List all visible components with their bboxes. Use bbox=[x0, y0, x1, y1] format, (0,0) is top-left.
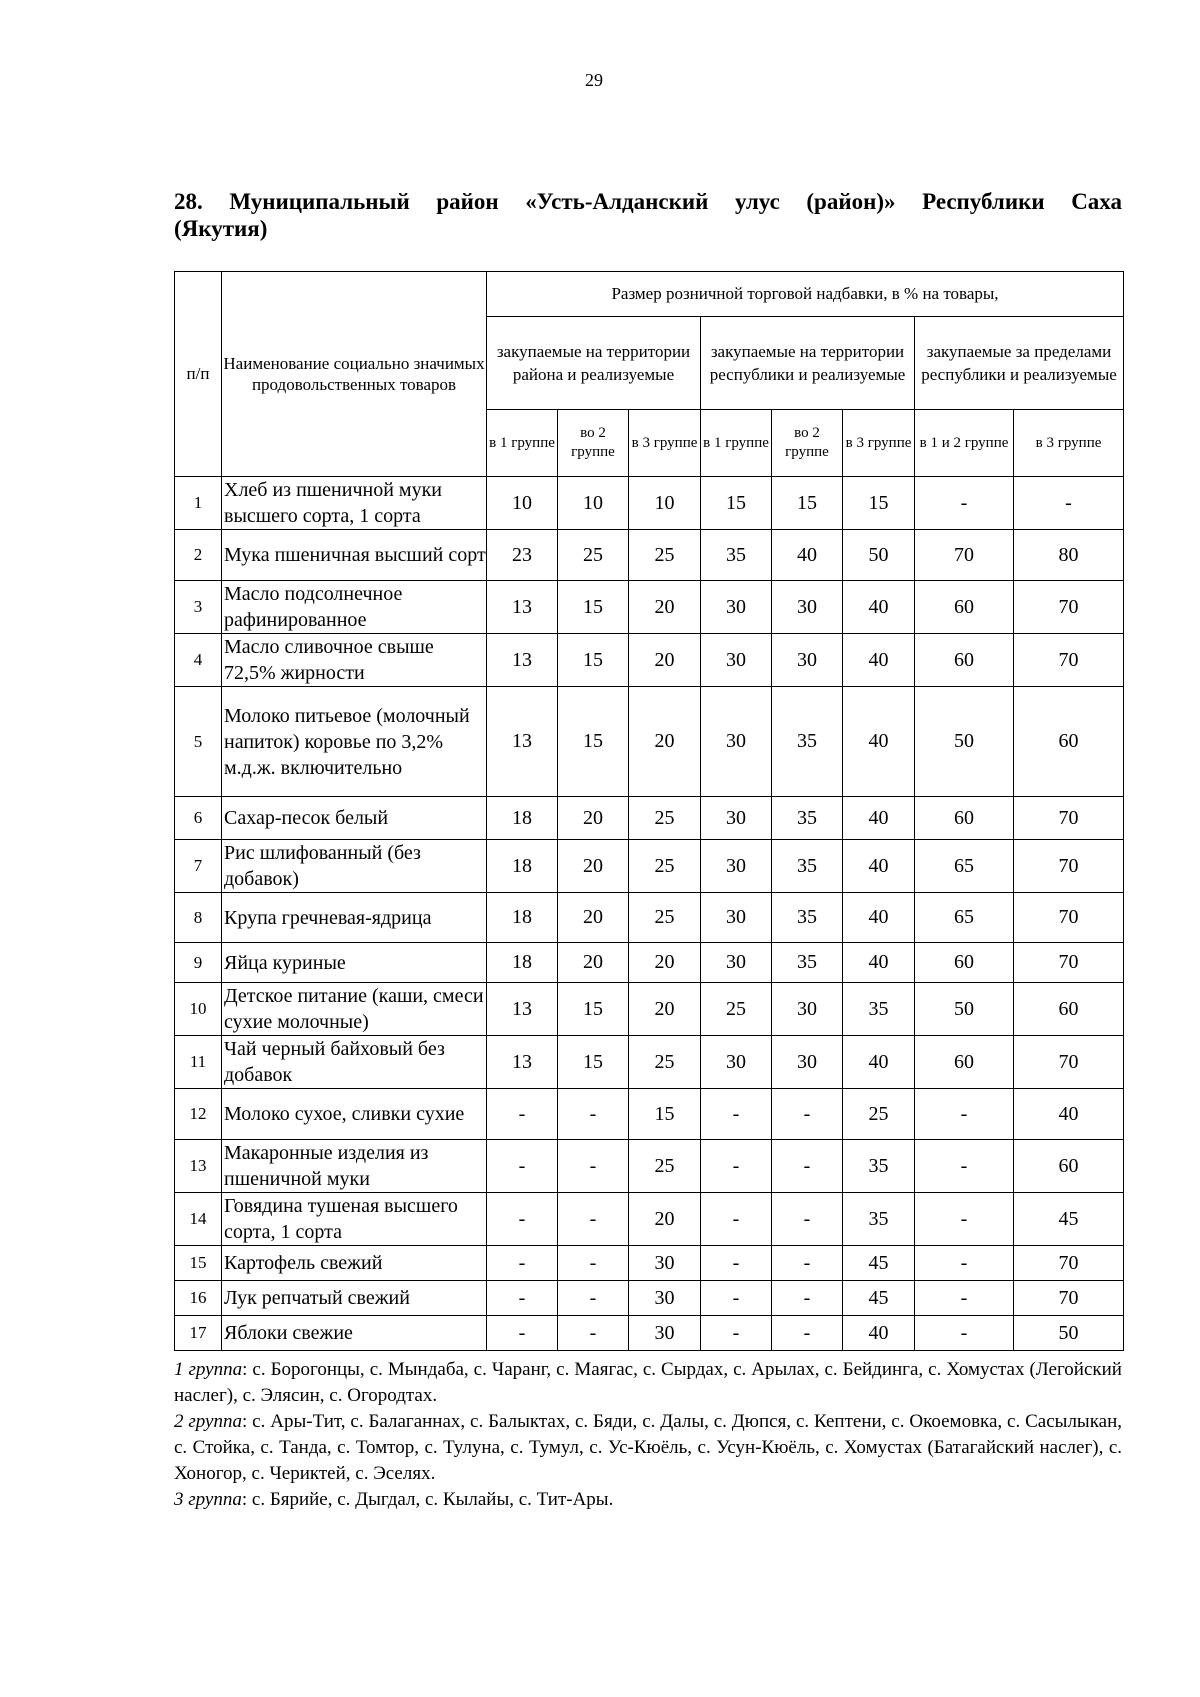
markup-value-cell: 40 bbox=[1014, 1089, 1124, 1140]
markup-value-cell: 15 bbox=[558, 634, 629, 687]
product-name-cell: Молоко сухое, сливки сухие bbox=[222, 1089, 487, 1140]
markup-value-cell: 40 bbox=[843, 1316, 915, 1351]
markup-value-cell: 40 bbox=[843, 634, 915, 687]
markup-value-cell: 15 bbox=[843, 477, 915, 530]
markup-value-cell: - bbox=[915, 1140, 1014, 1193]
markup-value-cell: 70 bbox=[1014, 840, 1124, 893]
table-row bbox=[175, 840, 1124, 893]
group-note-label: 3 группа bbox=[174, 1489, 242, 1510]
markup-value-cell: 70 bbox=[1014, 797, 1124, 840]
markup-value-cell: - bbox=[915, 477, 1014, 530]
product-name-cell: Яйца куриные bbox=[222, 943, 487, 983]
table-header bbox=[175, 272, 1124, 477]
row-number-cell: 5 bbox=[175, 687, 222, 797]
group-note bbox=[174, 1357, 1122, 1409]
markup-value-cell: 15 bbox=[772, 477, 843, 530]
markup-value-cell: 30 bbox=[629, 1281, 701, 1316]
markup-value-cell: - bbox=[701, 1193, 772, 1246]
table-row bbox=[175, 797, 1124, 840]
subheader-cell: в 3 группе bbox=[629, 410, 701, 477]
header-row-number: п/п bbox=[175, 272, 222, 477]
markup-value-cell: - bbox=[772, 1089, 843, 1140]
markup-value-cell: 70 bbox=[1014, 1036, 1124, 1089]
markup-value-cell: 40 bbox=[843, 1036, 915, 1089]
subheader-cell: в 3 группе bbox=[1014, 410, 1124, 477]
markup-value-cell: 45 bbox=[1014, 1193, 1124, 1246]
markup-value-cell: - bbox=[915, 1246, 1014, 1281]
table-row bbox=[175, 1140, 1124, 1193]
markup-value-cell: 35 bbox=[772, 840, 843, 893]
markup-value-cell: - bbox=[558, 1089, 629, 1140]
markup-value-cell: 25 bbox=[629, 840, 701, 893]
markup-value-cell: 45 bbox=[843, 1246, 915, 1281]
markup-value-cell: - bbox=[772, 1193, 843, 1246]
row-number-cell: 11 bbox=[175, 1036, 222, 1089]
markup-value-cell: 30 bbox=[701, 943, 772, 983]
markup-value-cell: - bbox=[487, 1089, 558, 1140]
markup-value-cell: - bbox=[772, 1281, 843, 1316]
table-row bbox=[175, 530, 1124, 581]
group-note bbox=[174, 1409, 1122, 1487]
markup-value-cell: 60 bbox=[915, 1036, 1014, 1089]
markup-value-cell: 25 bbox=[629, 1140, 701, 1193]
markup-value-cell: 13 bbox=[487, 581, 558, 634]
markup-value-cell: 30 bbox=[701, 687, 772, 797]
markup-value-cell: 65 bbox=[915, 893, 1014, 943]
product-name-cell: Хлеб из пшеничной муки высшего сорта, 1 сорта bbox=[222, 477, 487, 530]
markup-value-cell: 15 bbox=[558, 687, 629, 797]
markup-value-cell: 15 bbox=[558, 983, 629, 1036]
markup-value-cell: 25 bbox=[843, 1089, 915, 1140]
markup-value-cell: - bbox=[558, 1316, 629, 1351]
markup-value-cell: 30 bbox=[772, 983, 843, 1036]
header-group-district: закупаемые на территории района и реализуемые bbox=[487, 317, 701, 410]
markup-value-cell: 10 bbox=[629, 477, 701, 530]
markup-value-cell: 60 bbox=[915, 581, 1014, 634]
markup-value-cell: 70 bbox=[1014, 893, 1124, 943]
table-row bbox=[175, 893, 1124, 943]
markup-value-cell: 35 bbox=[843, 1140, 915, 1193]
markup-value-cell: 35 bbox=[701, 530, 772, 581]
markup-value-cell: 60 bbox=[915, 943, 1014, 983]
markup-table bbox=[174, 271, 1124, 1351]
markup-value-cell: 40 bbox=[843, 797, 915, 840]
markup-value-cell: 50 bbox=[915, 687, 1014, 797]
markup-value-cell: 40 bbox=[843, 893, 915, 943]
row-number-cell: 7 bbox=[175, 840, 222, 893]
markup-value-cell: 70 bbox=[1014, 634, 1124, 687]
markup-value-cell: 15 bbox=[558, 581, 629, 634]
group-note bbox=[174, 1487, 1122, 1513]
markup-value-cell: - bbox=[915, 1281, 1014, 1316]
subheader-cell: в 3 группе bbox=[843, 410, 915, 477]
group-note-text: : с. Бярийе, с. Дыгдал, с. Кылайы, с. Тит-Ары. bbox=[241, 1489, 614, 1510]
table-row bbox=[175, 1316, 1124, 1351]
row-number-cell: 16 bbox=[175, 1281, 222, 1316]
markup-value-cell: 15 bbox=[629, 1089, 701, 1140]
markup-value-cell: - bbox=[558, 1281, 629, 1316]
markup-value-cell: - bbox=[701, 1281, 772, 1316]
markup-value-cell: 70 bbox=[1014, 1281, 1124, 1316]
markup-value-cell: 30 bbox=[772, 1036, 843, 1089]
markup-value-cell: - bbox=[915, 1316, 1014, 1351]
row-number-cell: 9 bbox=[175, 943, 222, 983]
markup-value-cell: 15 bbox=[558, 1036, 629, 1089]
markup-value-cell: - bbox=[915, 1193, 1014, 1246]
markup-value-cell: 25 bbox=[629, 1036, 701, 1089]
markup-value-cell: 25 bbox=[701, 983, 772, 1036]
markup-value-cell: - bbox=[558, 1193, 629, 1246]
markup-value-cell: - bbox=[701, 1246, 772, 1281]
product-name-cell: Крупа гречневая-ядрица bbox=[222, 893, 487, 943]
markup-value-cell: - bbox=[915, 1089, 1014, 1140]
row-number-cell: 1 bbox=[175, 477, 222, 530]
product-name-cell: Сахар-песок белый bbox=[222, 797, 487, 840]
markup-value-cell: 30 bbox=[629, 1246, 701, 1281]
markup-value-cell: 25 bbox=[629, 893, 701, 943]
markup-value-cell: 40 bbox=[843, 840, 915, 893]
markup-value-cell: 20 bbox=[558, 797, 629, 840]
group-note-text: : с. Борогонцы, с. Мындаба, с. Чаранг, с. Маягас, с. Сырдах, с. Арылах, с. Бейдинга, с. Хомустах (Легойский наслег), с. Элясин, с. Огородтах. bbox=[174, 1359, 1122, 1406]
subheader-cell: во 2 группе bbox=[772, 410, 843, 477]
product-name-cell: Чай черный байховый без добавок bbox=[222, 1036, 487, 1089]
markup-value-cell: 35 bbox=[843, 983, 915, 1036]
header-markup-size: Размер розничной торговой надбавки, в % на товары, bbox=[487, 272, 1124, 317]
markup-value-cell: 25 bbox=[629, 797, 701, 840]
markup-value-cell: 35 bbox=[772, 687, 843, 797]
markup-value-cell: 20 bbox=[629, 687, 701, 797]
markup-value-cell: 40 bbox=[843, 687, 915, 797]
table-row bbox=[175, 1089, 1124, 1140]
subheader-cell: в 1 группе bbox=[487, 410, 558, 477]
markup-value-cell: 25 bbox=[629, 530, 701, 581]
markup-value-cell: 13 bbox=[487, 983, 558, 1036]
markup-value-cell: 20 bbox=[629, 943, 701, 983]
markup-value-cell: - bbox=[772, 1140, 843, 1193]
table-body bbox=[175, 477, 1124, 1351]
subheader-cell: в 1 и 2 группе bbox=[915, 410, 1014, 477]
markup-value-cell: 20 bbox=[629, 581, 701, 634]
header-group-outside: закупаемые за пределами республики и реализуемые bbox=[915, 317, 1124, 410]
row-number-cell: 13 bbox=[175, 1140, 222, 1193]
markup-value-cell: 30 bbox=[701, 634, 772, 687]
row-number-cell: 6 bbox=[175, 797, 222, 840]
markup-value-cell: 25 bbox=[558, 530, 629, 581]
table-row bbox=[175, 983, 1124, 1036]
markup-value-cell: - bbox=[487, 1281, 558, 1316]
row-number-cell: 2 bbox=[175, 530, 222, 581]
markup-value-cell: 30 bbox=[701, 581, 772, 634]
markup-value-cell: 30 bbox=[701, 797, 772, 840]
markup-value-cell: 10 bbox=[558, 477, 629, 530]
markup-value-cell: 50 bbox=[843, 530, 915, 581]
table-row bbox=[175, 1246, 1124, 1281]
row-number-cell: 3 bbox=[175, 581, 222, 634]
markup-value-cell: 18 bbox=[487, 797, 558, 840]
subheader-cell: во 2 группе bbox=[558, 410, 629, 477]
markup-value-cell: 35 bbox=[772, 893, 843, 943]
markup-value-cell: 20 bbox=[558, 840, 629, 893]
markup-value-cell: 18 bbox=[487, 893, 558, 943]
page-number: 29 bbox=[585, 70, 603, 90]
product-name-cell: Картофель свежий bbox=[222, 1246, 487, 1281]
header-group-republic: закупаемые на территории республики и реализуемые bbox=[701, 317, 915, 410]
markup-value-cell: 30 bbox=[629, 1316, 701, 1351]
markup-value-cell: 60 bbox=[1014, 1140, 1124, 1193]
table-row bbox=[175, 1036, 1124, 1089]
markup-value-cell: 23 bbox=[487, 530, 558, 581]
product-name-cell: Рис шлифованный (без добавок) bbox=[222, 840, 487, 893]
table-row bbox=[175, 477, 1124, 530]
markup-value-cell: 13 bbox=[487, 1036, 558, 1089]
markup-value-cell: - bbox=[487, 1316, 558, 1351]
markup-value-cell: 60 bbox=[1014, 687, 1124, 797]
markup-value-cell: 18 bbox=[487, 943, 558, 983]
markup-value-cell: - bbox=[558, 1246, 629, 1281]
markup-value-cell: - bbox=[772, 1246, 843, 1281]
markup-value-cell: 13 bbox=[487, 634, 558, 687]
product-name-cell: Макаронные изделия из пшеничной муки bbox=[222, 1140, 487, 1193]
group-note-label: 2 группа bbox=[174, 1411, 242, 1432]
table-row bbox=[175, 581, 1124, 634]
markup-value-cell: 35 bbox=[772, 797, 843, 840]
product-name-cell: Говядина тушеная высшего сорта, 1 сорта bbox=[222, 1193, 487, 1246]
markup-value-cell: 40 bbox=[843, 943, 915, 983]
product-name-cell: Масло сливочное свыше 72,5% жирности bbox=[222, 634, 487, 687]
product-name-cell: Мука пшеничная высший сорт bbox=[222, 530, 487, 581]
markup-value-cell: - bbox=[487, 1193, 558, 1246]
table-row bbox=[175, 1193, 1124, 1246]
markup-value-cell: 70 bbox=[1014, 581, 1124, 634]
table-row bbox=[175, 634, 1124, 687]
markup-value-cell: 70 bbox=[1014, 1246, 1124, 1281]
markup-value-cell: 20 bbox=[558, 893, 629, 943]
markup-value-cell: 60 bbox=[1014, 983, 1124, 1036]
markup-value-cell: - bbox=[701, 1316, 772, 1351]
markup-value-cell: - bbox=[772, 1316, 843, 1351]
markup-value-cell: 70 bbox=[915, 530, 1014, 581]
header-product-name: Наименование социально значимых продовольственных товаров bbox=[222, 272, 487, 477]
markup-value-cell: 35 bbox=[843, 1193, 915, 1246]
markup-value-cell: 30 bbox=[701, 1036, 772, 1089]
markup-value-cell: - bbox=[701, 1089, 772, 1140]
markup-value-cell: 13 bbox=[487, 687, 558, 797]
markup-value-cell: 20 bbox=[629, 983, 701, 1036]
markup-value-cell: 20 bbox=[558, 943, 629, 983]
markup-value-cell: 10 bbox=[487, 477, 558, 530]
product-name-cell: Масло подсолнечное рафинированное bbox=[222, 581, 487, 634]
row-number-cell: 15 bbox=[175, 1246, 222, 1281]
product-name-cell: Яблоки свежие bbox=[222, 1316, 487, 1351]
markup-value-cell: - bbox=[701, 1140, 772, 1193]
table-row bbox=[175, 1281, 1124, 1316]
group-note-text: : с. Ары-Тит, с. Балаганнах, с. Балыктах, с. Бяди, с. Далы, с. Дюпся, с. Кептени, с. Окоемовка, с. Сасылыкан, с. Стойка, с. Танда, с. Томтор, с. Тулуна, с. Тумул, с. Ус-Кюёль, с. Усун-Кюёль, с. Хомустах (Батагайский наслег), с. Хоногор, с. Чериктей, с. Эселях. bbox=[174, 1411, 1122, 1484]
markup-value-cell: - bbox=[558, 1140, 629, 1193]
markup-value-cell: 30 bbox=[772, 581, 843, 634]
row-number-cell: 14 bbox=[175, 1193, 222, 1246]
markup-value-cell: 30 bbox=[772, 634, 843, 687]
product-name-cell: Лук репчатый свежий bbox=[222, 1281, 487, 1316]
markup-value-cell: - bbox=[487, 1246, 558, 1281]
markup-value-cell: 30 bbox=[701, 840, 772, 893]
row-number-cell: 8 bbox=[175, 893, 222, 943]
markup-value-cell: 40 bbox=[843, 581, 915, 634]
markup-value-cell: 20 bbox=[629, 1193, 701, 1246]
section-title-continuation: (Якутия) bbox=[174, 216, 268, 241]
table-row bbox=[175, 943, 1124, 983]
section-title: 28. Муниципальный район «Усть-Алданский улус (район)» Республики Саха bbox=[174, 189, 1122, 214]
markup-value-cell: - bbox=[487, 1140, 558, 1193]
row-number-cell: 4 bbox=[175, 634, 222, 687]
markup-value-cell: - bbox=[1014, 477, 1124, 530]
markup-value-cell: 40 bbox=[772, 530, 843, 581]
markup-value-cell: 80 bbox=[1014, 530, 1124, 581]
group-note-label: 1 группа bbox=[174, 1359, 243, 1380]
markup-value-cell: 60 bbox=[915, 797, 1014, 840]
group-notes bbox=[174, 1357, 1122, 1513]
subheader-cell: в 1 группе bbox=[701, 410, 772, 477]
markup-value-cell: 70 bbox=[1014, 943, 1124, 983]
markup-value-cell: 15 bbox=[701, 477, 772, 530]
product-name-cell: Детское питание (каши, смеси сухие молочные) bbox=[222, 983, 487, 1036]
markup-value-cell: 30 bbox=[701, 893, 772, 943]
table-row bbox=[175, 687, 1124, 797]
markup-value-cell: 45 bbox=[843, 1281, 915, 1316]
row-number-cell: 10 bbox=[175, 983, 222, 1036]
markup-value-cell: 65 bbox=[915, 840, 1014, 893]
product-name-cell: Молоко питьевое (молочный напиток) коровье по 3,2% м.д.ж. включительно bbox=[222, 687, 487, 797]
row-number-cell: 12 bbox=[175, 1089, 222, 1140]
markup-value-cell: 50 bbox=[1014, 1316, 1124, 1351]
markup-value-cell: 50 bbox=[915, 983, 1014, 1036]
markup-value-cell: 35 bbox=[772, 943, 843, 983]
markup-value-cell: 18 bbox=[487, 840, 558, 893]
row-number-cell: 17 bbox=[175, 1316, 222, 1351]
markup-value-cell: 20 bbox=[629, 634, 701, 687]
markup-value-cell: 60 bbox=[915, 634, 1014, 687]
